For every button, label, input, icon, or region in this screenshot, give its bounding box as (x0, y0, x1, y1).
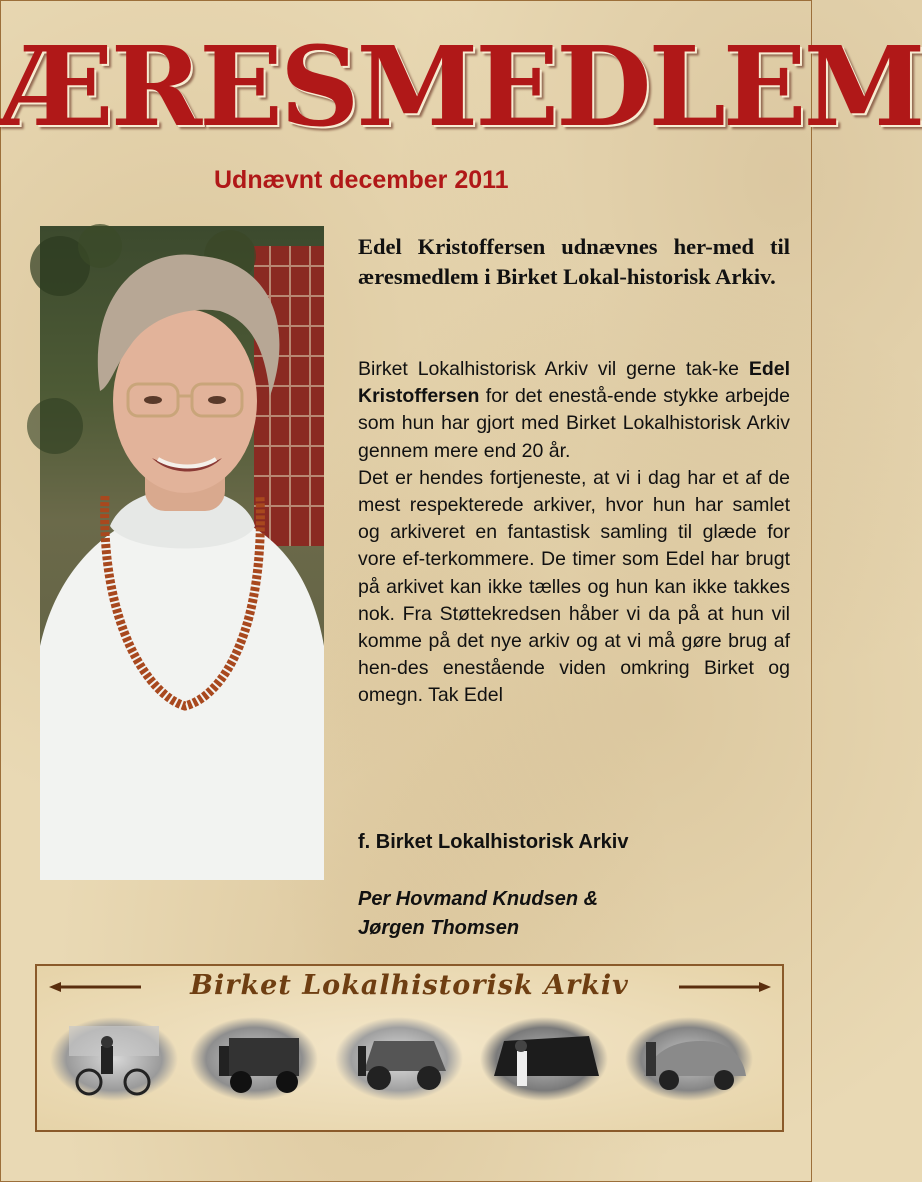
signer-2: Jørgen Thomsen (358, 917, 520, 939)
photo-dark-sedan (479, 1016, 609, 1102)
tribute-paragraph-2: Det er hendes fortjeneste, at vi i dag har et af de mest respekterede arkiver, hvor hun har samlet og arkiveret en fantastisk samling til glæde for vore ef-terkommere. De timer som Edel har brugt på arkivet kan ikke tælles og hun kan ikke takkes nok. Fra Støttekredsen håber vi da på at hun vil komme på det nye arkiv og at vi må gøre brug af hen-des enestående viden omkring Birket og omegn. Tak Edel (358, 466, 790, 707)
appointment-date: Udnævnt december 2011 (214, 166, 509, 194)
intro-statement: Edel Kristoffersen udnævnes her-med til æresmedlem i Birket Lokal-historisk Arkiv. (358, 234, 790, 289)
historic-photo-strip (49, 1016, 774, 1126)
archive-banner (35, 964, 784, 1132)
tribute-text (358, 356, 790, 710)
signer-1: Per Hovmand Knudsen & (358, 888, 599, 910)
photo-vintage-car-driver (334, 1016, 464, 1102)
photo-vintage-truck (189, 1016, 319, 1102)
honoree-name: Edel Kristoffersen (358, 358, 790, 408)
organization-signoff: f. Birket Lokalhistorisk Arkiv (358, 831, 629, 853)
page-title: ÆRESMEDLEM (0, 22, 922, 151)
arrow-right-icon (679, 982, 771, 992)
portrait-photo (40, 226, 324, 880)
banner-title: Birket Lokalhistorisk Arkiv (190, 970, 629, 1001)
tribute-text-part1: Birket Lokalhistorisk Arkiv vil gerne tak-ke (358, 358, 749, 380)
tribute-text-part2: for det enestå-ende stykke arbejde som hun har gjort med Birket Lokalhistorisk Arkiv gennem mere end 20 år. (358, 385, 790, 462)
portrait-illustration (40, 226, 324, 880)
photo-motorcycle-rider (49, 1016, 179, 1102)
signers (358, 885, 598, 943)
photo-classic-car (624, 1016, 754, 1102)
